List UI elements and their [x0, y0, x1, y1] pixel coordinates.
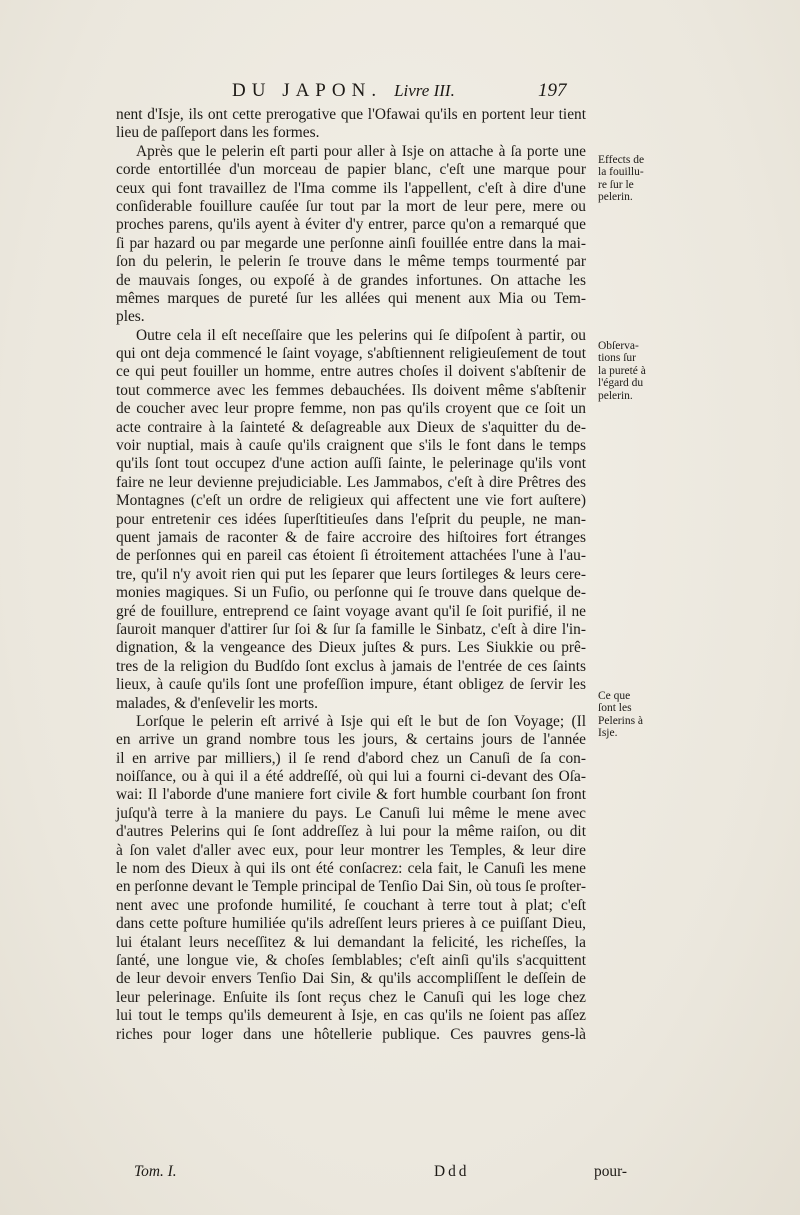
text-line: monies magiques. Si un Fuſio, ou perſonne qui ſe trouve dans quelque de- [116, 584, 586, 602]
margin-note-line: pelerin. [598, 389, 633, 402]
running-title: DU JAPON. [232, 80, 383, 101]
page-number: 197 [538, 80, 567, 101]
text-line: qu'ils ſont tout occupez d'une action auſſi ſainte, le pelerinage qu'ils vont [116, 455, 586, 473]
text-line: dans cette poſture humiliée qu'ils adreſſent leurs prieres à ce puiſſant Dieu, [116, 915, 586, 933]
text-line: riches pour loger dans une hôtellerie publique. Ces pauvres gens-là [116, 1025, 586, 1043]
text-line: lui étalant leurs neceſſitez & lui demandant la felicité, les richeſſes, la [116, 933, 586, 951]
margin-note-line: re ſur le [598, 178, 634, 191]
margin-note-pilgrims [598, 690, 688, 740]
running-header [232, 80, 652, 102]
text-line: nent d'Isje, ils ont cette prerogative que l'Ofawai qu'ils en portent leur tient [116, 106, 586, 123]
text-line: en arrive un grand nombre tous les jours, & certains jours de l'année [116, 731, 586, 749]
text-line: d'autres Pelerins qui ſe ſont addreſſez à lui pour la même raiſon, ou dit [116, 823, 586, 841]
text-line: de perſonnes qui en pareil cas étoient ſi étroitement attachées l'une à l'au- [116, 547, 586, 565]
main-text [116, 106, 586, 1044]
text-line: nent avec une profonde humilité, ſe couchant à terre tout à plat; c'eſt [116, 896, 586, 914]
text-line: ſanté, une longue vie, & choſes ſemblables; c'eſt ainſi qu'ils s'acquittent [116, 951, 586, 969]
text-line: de leur devoir envers Tenſio Dai Sin, & qu'ils accompliſſent le deſſein de [116, 970, 586, 988]
text-line: lieux, à cauſe qu'ils ſont une profeſſion impure, étant obligez de ſervir les [116, 676, 586, 694]
text-line: wai: Il l'aborde d'une maniere fort civile & fort humble courbant ſon front [116, 786, 586, 804]
text-line: corde entortillée d'un morceau de papier blanc, c'eſt une marque pour [116, 161, 586, 179]
margin-note-line: tions ſur [598, 352, 637, 365]
margin-note-line: Obſerva- [598, 340, 639, 352]
margin-note-line: pelerin. [598, 191, 633, 204]
text-line: ſauroit manquer d'attirer ſur ſoi & ſur ſa famille le Sinbatz, c'eſt à dire l'in- [116, 620, 586, 638]
margin-note-observations [598, 340, 688, 402]
text-line: ceux qui font travaillez de l'Ima comme ils l'appellent, c'eſt à dire d'une [116, 179, 586, 197]
margin-note-line: Ce que [598, 690, 631, 702]
text-line: gré de fouillure, entreprend ce ſaint voyage avant qu'il ſe ſoit purifié, il ne [116, 602, 586, 620]
text-line: ples. [116, 308, 145, 326]
text-line: tres de la religion du Budſdo ſont exclus à jamais de l'entrée de ces ſaints [116, 657, 586, 675]
text-line: tout commerce avec les femmes debauchées. Ils doivent même s'abſtenir [116, 381, 586, 399]
text-line: Lorſque le pelerin eſt arrivé à Isje qui eſt le but de ſon Voyage; (Il [136, 712, 586, 730]
text-line: conſiderable fouillure cauſée ſur tout par la mort de leur pere, mere ou [116, 197, 586, 215]
text-line: en perſonne devant le Temple principal de Tenſio Dai Sin, où tous ſe proſter- [116, 878, 586, 896]
text-line: ce qui peut fouiller un homme, entre autres choſes il doivent s'abſtenir de [116, 363, 586, 381]
text-line: juſqu'à terre à la maniere du pays. Le Canuſi lui même le mene avec [116, 804, 586, 822]
text-line: leur pelerinage. Enſuite ils ſont reçus chez le Canuſi qui les loge chez [116, 988, 586, 1006]
text-line: lui tout le temps qu'ils demeurent à Isje, en cas qu'ils ne ſoient pas aſſez [116, 1007, 586, 1025]
margin-note-line: Isje. [598, 727, 618, 740]
margin-note-effects [598, 154, 688, 204]
text-line: proches parens, qu'ils ayent à éviter d'y entrer, parce qu'on a remarqué que [116, 216, 586, 234]
book-number: Livre III. [394, 81, 455, 100]
margin-note-line: ſont les [598, 702, 632, 715]
text-line: acte contraire à la ſainteté & deſagreable aux Dieux de s'aquitter du de- [116, 418, 586, 436]
text-line: il en arrive par milliers,) il ſe rend d'abord chez un Canuſi de ſa con- [116, 749, 586, 767]
text-line: mêmes marques de pureté ſur les allées qui menent aux Mia ou Tem- [116, 289, 586, 307]
text-line: Après que le pelerin eſt parti pour aller à Isje on attache à ſa porte une [136, 142, 586, 160]
margin-note-line: Effects de [598, 154, 645, 166]
text-line: noiſſance, ou à qui il a été addreſſé, où qui lui a fourni ci-devant des Oſa- [116, 768, 586, 786]
text-line: dignation, & la vengeance des Dieux juſtes & purs. Les Siukkie ou prê- [116, 639, 586, 657]
text-line: ſi par hazard ou par megarde une perſonne ainſi fouillée entre dans la mai- [116, 234, 586, 252]
text-line: pour entretenir ces idées ſuperſtitieuſes dans l'eſprit du peuple, ne man- [116, 510, 586, 528]
catchword: pour- [594, 1163, 628, 1180]
text-line: lieu de paſſeport dans les formes. [116, 124, 320, 142]
signature-mark: Ddd [434, 1163, 470, 1180]
text-line: Outre cela il eſt neceſſaire que les pelerins qui ſe diſpoſent à partir, ou [136, 326, 586, 344]
text-line: qui ont deja commencé le ſaint voyage, s'abſtiennent religieuſement de tout [116, 345, 586, 363]
text-line: Montagnes (c'eſt un ordre de religieux qui affectent une vie fort auſtere) [116, 492, 586, 510]
text-line: de mauvais ſonges, ou expoſé à de grandes infortunes. On attache les [116, 271, 586, 289]
page-footer [116, 1163, 628, 1183]
text-line: ſon du pelerin, le pelerin ſe trouve dans le même temps tourmenté par [116, 253, 586, 271]
text-line: à ſon valet d'aller avec eux, pour leur montrer les Temples, & leur dire [116, 841, 586, 859]
text-line: malades, & d'enſevelir les morts. [116, 694, 318, 712]
text-line: tre, qu'il n'y avoit rien qui put les ſeparer que leurs ſortileges & leurs cere- [116, 565, 586, 583]
margin-note-line: la fouillu- [598, 166, 644, 179]
text-line: le nom des Dieux à qui ils ont été conſacrez: cela fait, le Canuſi les mene [116, 860, 586, 878]
tome-mark: Tom. I. [134, 1163, 177, 1180]
margin-note-line: la pureté à [598, 364, 646, 377]
text-line: quent jamais de raconter & de faire accroire des hiſtoires fort étranges [116, 528, 586, 546]
margin-note-line: l'égard du [598, 377, 644, 390]
text-line: voir nuptial, mais à cauſe qu'ils craignent que s'ils le font dans le temps [116, 437, 586, 455]
text-line: faire ne leur devienne prejudiciable. Les Jammabos, c'eſt à dire Prêtres des [116, 473, 586, 491]
margin-note-line: Pelerins à [598, 714, 644, 727]
text-line: de coucher avec leur propre femme, non pas qu'ils croyent que ce ſoit un [116, 400, 586, 418]
